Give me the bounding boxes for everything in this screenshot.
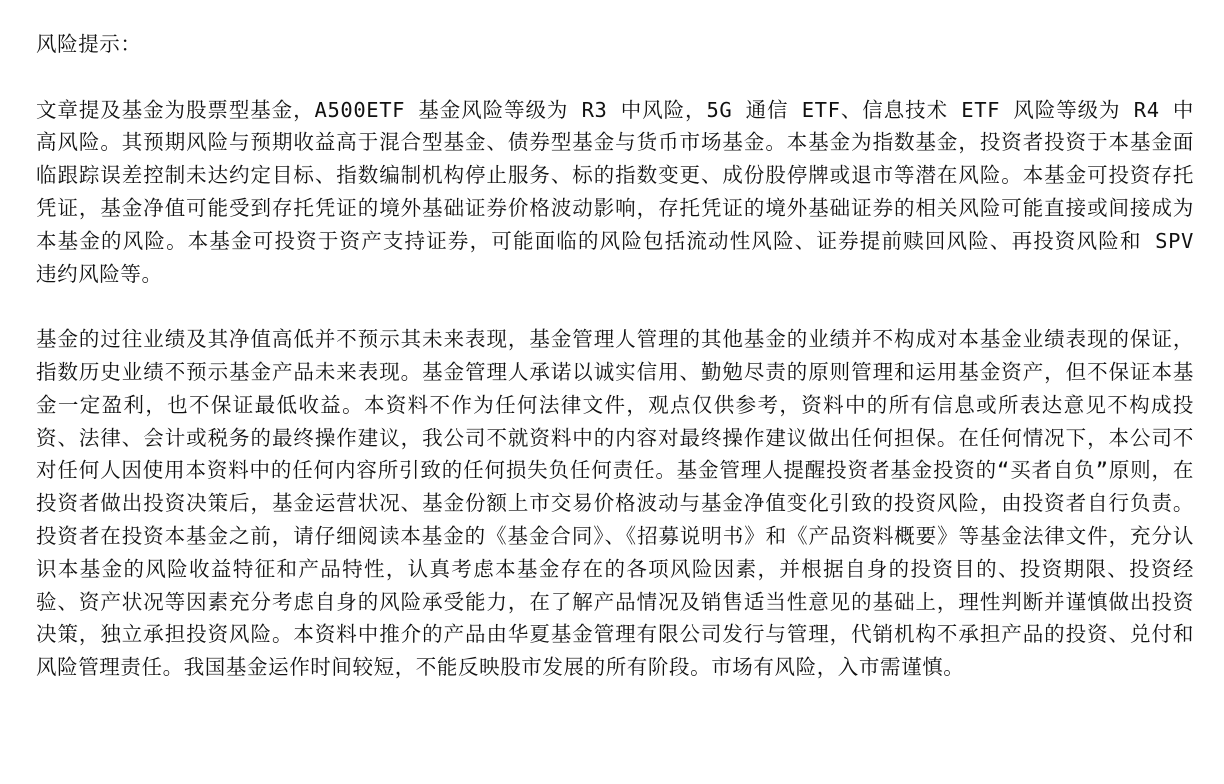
risk-warning-heading: 风险提示： bbox=[36, 32, 142, 56]
disclaimer-paragraph: 基金的过往业绩及其净值高低并不预示其未来表现，基金管理人管理的其他基金的业绩并不构成对本基金业绩表现的保证，指数历史业绩不预示基金产品未来表现。基金管理人承诺以诚实信用、勤勉尽责的原则管理和运用基金资产，但不保证本基金一定盈利，也不保证最低收益。本资料不作为任何法律文件，观点仅供参考，资料中的所有信息或所表达意见不构成投资、法律、会计或税务的最终操作建议，我公司不就资料中的内容对最终操作建议做出任何担保。在任何情况下，本公司不对任何人因使用本资料中的任何内容所引致的任何损失负任何责任。基金管理人提醒投资者基金投资的“买者自负”原则，在投资者做出投资决策后，基金运营状况、基金份额上市交易价格波动与基金净值变化引致的投资风险，由投资者自行负责。投资者在投资本基金之前，请仔细阅读本基金的《基金合同》、《招募说明书》和《产品资料概要》等基金法律文件，充分认识本基金的风险收益特征和产品特性，认真考虑本基金存在的各项风险因素，并根据自身的投资目的、投资期限、投资经验、资产状况等因素充分考虑自身的风险承受能力，在了解产品情况及销售适当性意见的基础上，理性判断并谨慎做出投资决策，独立承担投资风险。本资料中推介的产品由华夏基金管理有限公司发行与管理，代销机构不承担产品的投资、兑付和风险管理责任。我国基金运作时间较短，不能反映股市发展的所有阶段。市场有风险，入市需谨慎。 bbox=[36, 327, 1194, 680]
fund-risk-level-paragraph: 文章提及基金为股票型基金，A500ETF 基金风险等级为 R3 中风险，5G 通信 ETF、信息技术 ETF 风险等级为 R4 中高风险。其预期风险与预期收益高于混合型基金、债券型基金与货币市场基金。本基金为指数基金，投资者投资于本基金面临跟踪误差控制未达约定目标、指数编制机构停止服务、标的指数变更、成份股停牌或退市等潜在风险。本基金可投资存托凭证，基金净值可能受到存托凭证的境外基础证券价格波动影响，存托凭证的境外基础证券的相关风险可能直接或间接成为本基金的风险。本基金可投资于资产支持证券，可能面临的风险包括流动性风险、证券提前赎回风险、再投资风险和 SPV 违约风险等。 bbox=[36, 97, 1194, 286]
risk-disclosure-document bbox=[36, 28, 1194, 684]
